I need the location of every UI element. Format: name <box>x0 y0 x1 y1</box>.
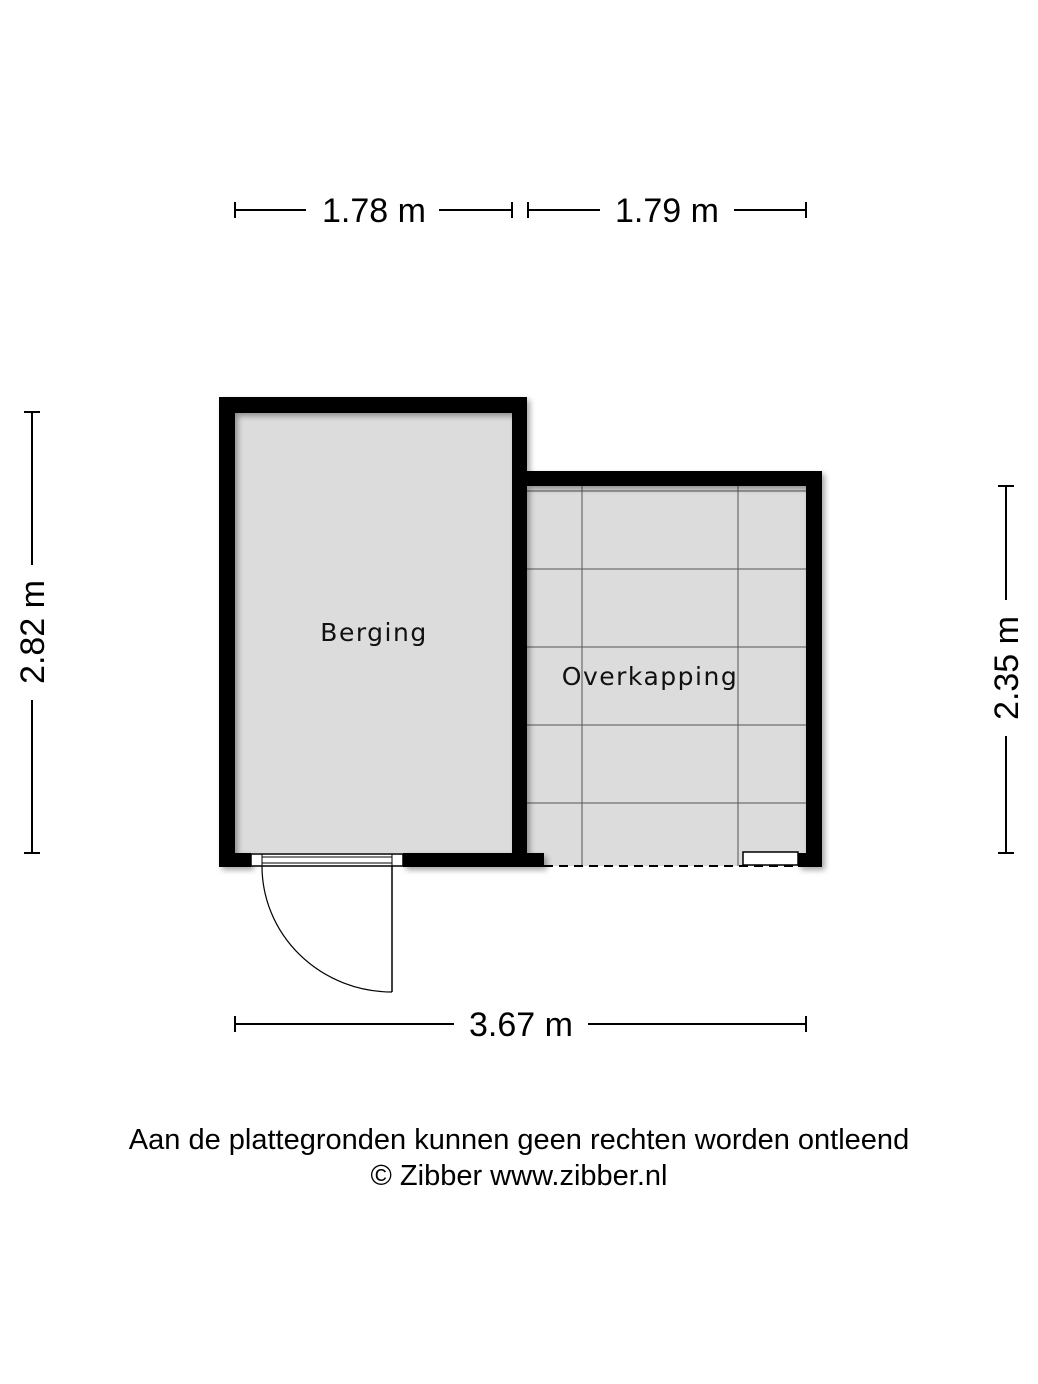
berging-wall-top <box>219 397 527 413</box>
room-label-berging: Berging <box>320 618 428 647</box>
door <box>251 854 403 992</box>
dimension-right-label: 2.35 m <box>988 616 1026 720</box>
footer-disclaimer: Aan de plattegronden kunnen geen rechten worden ontleend <box>128 1124 910 1156</box>
berging-wall-left <box>219 397 235 867</box>
door-swing-arc <box>262 866 392 992</box>
berging-wall-right <box>512 397 527 867</box>
footer-copyright: © Zibber www.zibber.nl <box>370 1160 668 1192</box>
dimension-bottom-label: 3.67 m <box>469 1006 573 1044</box>
overkapping-wall-right <box>806 471 822 867</box>
door-frame <box>251 854 403 866</box>
overkapping-wall-bottom-right <box>798 853 822 867</box>
room-label-overkapping: Overkapping <box>561 662 739 691</box>
dimension-top-right-label: 1.79 m <box>615 192 719 230</box>
dimension-left-label: 2.82 m <box>14 580 52 684</box>
dimension-top-left-label: 1.78 m <box>322 192 426 230</box>
overkapping-post <box>743 852 798 865</box>
overkapping-wall-top <box>527 471 822 486</box>
berging-wall-bottom-right <box>403 853 527 867</box>
wall-stub <box>527 853 544 867</box>
berging-wall-bottom-left <box>219 853 251 867</box>
